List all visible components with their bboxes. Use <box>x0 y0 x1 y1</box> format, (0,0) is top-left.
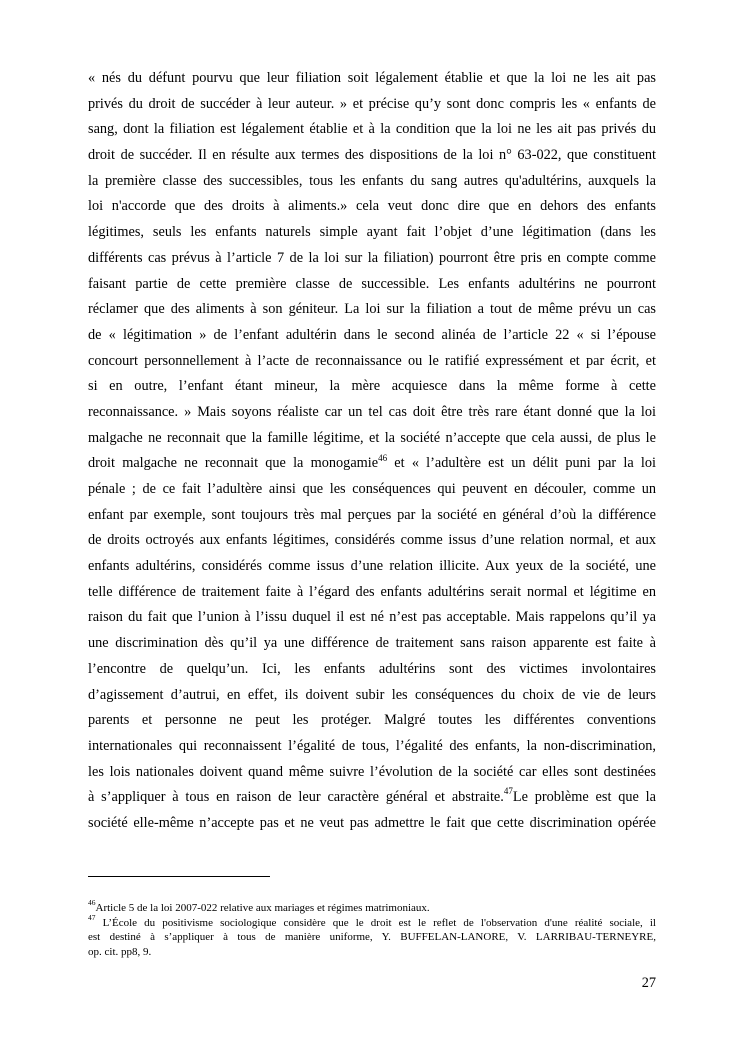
footnote-text: Article 5 de la loi 2007-022 relative aux mariages et régimes matrimoniaux. <box>95 902 430 914</box>
footnote-text: L’École du positivisme sociologique considère que le droit est le reflet de l'observation d'une réalité sociale, il <box>95 916 656 929</box>
text-line: concourt personnellement à l’acte de reconnaissance ou le ratifié expressément et par écrit, et <box>88 352 656 369</box>
text-line: faisant partie de cette première classe de successible. Les enfants adultérins ne pourront <box>88 275 656 292</box>
text-line: droit de succéder. Il en résulte aux termes des dispositions de la loi n° 63-022, que constituent <box>88 147 656 164</box>
text-line: de droits octroyés aux enfants légitimes, considérés comme issus d’une relation normal, et aux <box>88 532 656 549</box>
text-line: société elle-même n’accepte pas et ne veut pas admettre le fait que cette discrimination opérée <box>88 814 656 831</box>
text-line: légitimes, seuls les enfants naturels simple ayant fait l’objet d’une légitimation (dans les <box>88 224 656 241</box>
text-line: une discrimination dès qu’il ya une différence de traitement sans raison apparente est faite à <box>88 635 656 652</box>
text-line: réclamer que des aliments à son géniteur. La loi sur la filiation a tout de même prévu un cas <box>88 301 656 318</box>
text-line: l’encontre de quelqu’un. Ici, les enfants adultérins sont des victimes involontaires <box>88 660 656 677</box>
text-fragment: et « l’adultère est un délit puni par la loi <box>387 455 656 472</box>
text-line: de « légitimation » de l’enfant adultérin dans le second alinéa de l’article 22 « si l’épouse <box>88 326 656 343</box>
text-fragment: à s’appliquer à tous en raison de leur caractère général et abstraite. <box>88 789 504 806</box>
text-line: loi n'accorde que des droits à aliments.» cela veut donc dire que en dehors des enfants <box>88 198 656 215</box>
text-line: parents et personne ne peut les protéger. Malgré toutes les différentes conventions <box>88 712 656 729</box>
text-line: privés du droit de succéder à leur auteur. » et précise qu’y sont donc compris les « enfants de <box>88 95 656 112</box>
text-line: pénale ; de ce fait l’adultère ainsi que les conséquences qui peuvent en découler, comme un <box>88 481 656 497</box>
text-line-with-footnote-ref <box>88 785 656 811</box>
text-fragment: Le problème est que la <box>512 789 656 806</box>
footnote-46 <box>88 898 656 916</box>
text-line: d’agissement d’autrui, en effet, ils doivent subir les conséquences du choix de vie de leurs <box>88 686 656 703</box>
footnote-text: op. cit. pp8, 9. <box>88 945 152 958</box>
footnote-47 <box>88 912 656 931</box>
text-line: internationales qui reconnaissent l’égalité de tous, l’égalité des enfants, la non-discrimination, <box>88 737 656 754</box>
footnote-text: est destiné à s’appliquer à tous de manière uniforme, Y. BUFFELAN-LANORE, V. LARRIBAU-TERNEYRE, <box>88 931 656 944</box>
text-line: les lois nationales doivent quand même suivre l’évolution de la société car elles sont destinées <box>88 763 656 780</box>
footnote-ref-47: 47 <box>503 786 513 797</box>
footnote-number: 46 <box>88 898 96 908</box>
text-line: enfant par exemple, sont toujours très mal perçues par la société en général d’où la différence <box>88 506 656 523</box>
text-line: raison du fait que l’union à l’issu duquel il est né n’est pas acceptable. Mais rappelons qu’il ya <box>88 609 656 626</box>
text-line: malgache ne reconnait que la famille légitime, et la société n’accepte que cela aussi, de plus le <box>88 429 656 446</box>
footnote-separator <box>88 876 270 877</box>
text-line: si en outre, l’enfant étant mineur, la mère acquiesce dans la même forme à cette <box>88 378 656 395</box>
text-line: reconnaissance. » Mais soyons réaliste car un tel cas doit être très rare étant donné que la loi <box>88 403 656 420</box>
text-line: sang, dont la filiation est légalement établie et à la condition que la loi ne les ait pas privés du <box>88 121 656 138</box>
text-line: telle différence de traitement faite à l’égard des enfants adultérins serait normal et légitime en <box>88 583 656 600</box>
text-line: « nés du défunt pourvu que leur filiation soit légalement établie et que la loi ne les ait pas <box>88 70 656 86</box>
text-line: enfants adultérins, considérés comme issus d’une relation illicite. Aux yeux de la société, une <box>88 558 656 575</box>
footnote-ref-46: 46 <box>378 452 388 463</box>
text-line: différents cas prévus à l’article 7 de la loi sur la filiation) pourront être pris en compte comme <box>88 249 656 266</box>
text-line: la première classe des successibles, tous les enfants du sang autres qu'adultérins, auxquels la <box>88 172 656 189</box>
footnotes <box>88 898 656 959</box>
text-line-with-footnote-ref <box>88 451 656 477</box>
body-text <box>88 66 656 837</box>
page-number: 27 <box>641 975 656 991</box>
text-fragment: droit malgache ne reconnait que la monogamie <box>88 455 379 472</box>
footnote-number: 47 <box>88 912 96 922</box>
